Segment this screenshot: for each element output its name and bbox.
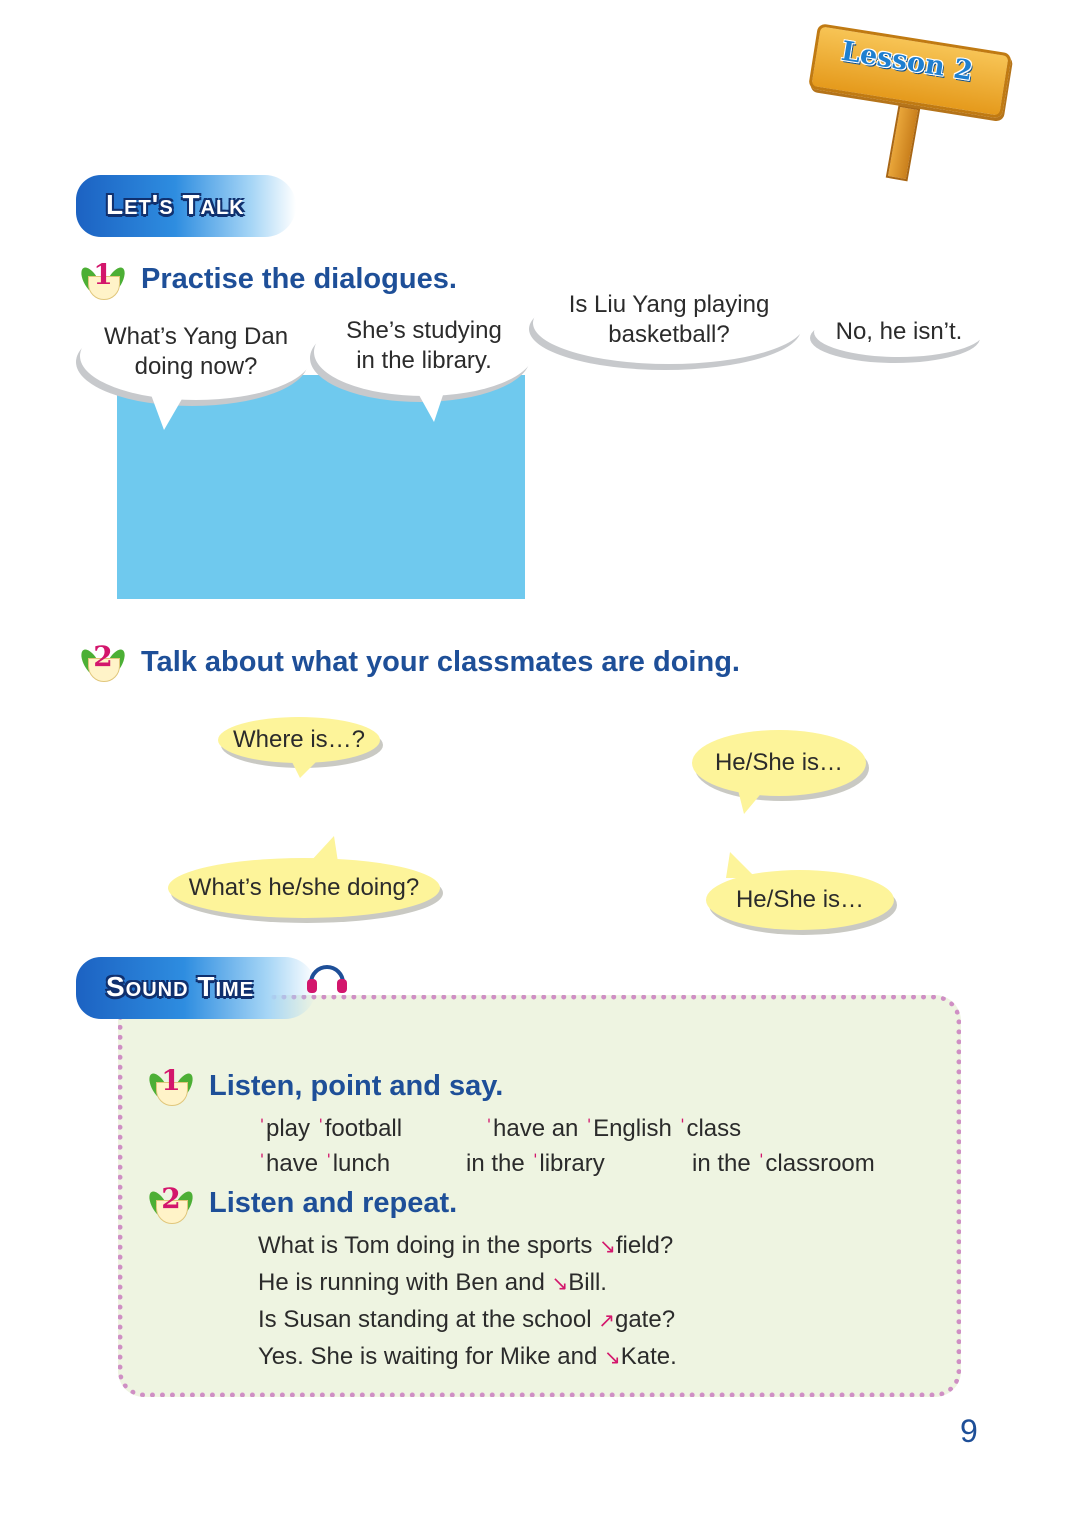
falling-arrow-icon: ↘ (599, 1236, 616, 1258)
phrase-english-class (485, 1115, 741, 1143)
repeat-line (258, 1343, 677, 1371)
stress-mark: ˈ (258, 1150, 266, 1177)
text-segment: lunch (332, 1150, 391, 1177)
text-segment: Is Susan standing at the school (258, 1306, 599, 1333)
falling-arrow-icon: ↘ (551, 1273, 569, 1295)
listen-point-say-heading: Listen, point and say. (209, 1070, 504, 1102)
bubble-line: doing now? (134, 353, 258, 380)
bubble-line: No, he isn’t. (835, 318, 963, 345)
stress-mark: ˈ (485, 1115, 493, 1142)
repeat-line (258, 1306, 675, 1334)
text-segment: library (539, 1150, 605, 1177)
lesson-title: Lesson 2 (839, 35, 975, 88)
yellow-bubble-tail (290, 758, 320, 778)
stress-mark: ˈ (757, 1150, 766, 1177)
stress-mark: ˈ (585, 1115, 594, 1142)
stress-mark: ˈ (324, 1150, 333, 1177)
text-segment: Yes. She is waiting for Mike and (258, 1343, 604, 1370)
text-segment: class (686, 1115, 742, 1142)
signpost-pole (886, 105, 921, 182)
stress-mark: ˈ (258, 1115, 266, 1142)
text-segment: football (324, 1115, 403, 1142)
yellow-bubble-he-she-2: He/She is… (706, 870, 894, 930)
text-segment: Bill. (568, 1269, 607, 1296)
bubble-line: in the library. (356, 347, 492, 374)
repeat-line (258, 1269, 607, 1297)
speech-bubble-liu-yang-question (533, 282, 805, 364)
speech-bubble-library-answer (314, 308, 534, 396)
talk-classmates-heading: Talk about what your classmates are doing. (141, 646, 740, 678)
falling-arrow-icon: ↘ (603, 1347, 621, 1369)
number-2-leaf-icon: 2 (80, 638, 126, 682)
yellow-bubble-he-she-1: He/She is… (692, 730, 866, 796)
number-1-leaf-icon: 1 (148, 1062, 194, 1106)
text-segment: in the (692, 1150, 758, 1177)
text-segment: classroom (765, 1150, 875, 1177)
listen-repeat-heading: Listen and repeat. (209, 1187, 458, 1219)
stress-mark: ˈ (316, 1115, 325, 1142)
yellow-bubble-where: Where is…? (218, 717, 380, 763)
stress-mark: ˈ (531, 1150, 540, 1177)
sound-time-label: Sound Time (106, 971, 255, 1002)
stress-mark: ˈ (678, 1115, 687, 1142)
text-segment: have (266, 1150, 325, 1177)
phrase-have-lunch (258, 1150, 390, 1178)
text-segment: Kate. (620, 1343, 677, 1370)
page-number: 9 (960, 1413, 978, 1449)
bubble-line: basketball? (608, 321, 730, 348)
text-segment: have an (493, 1115, 586, 1142)
lesson-signpost (800, 28, 1015, 158)
lets-talk-banner (76, 175, 296, 237)
lets-talk-label: Let's Talk (106, 189, 245, 220)
phrase-in-the-library (466, 1150, 605, 1178)
number-2-leaf-icon: 2 (148, 1180, 194, 1224)
practise-dialogues-heading: Practise the dialogues. (141, 263, 457, 295)
number-1-leaf-icon: 1 (80, 256, 126, 300)
sound-time-banner (76, 957, 316, 1019)
speech-bubble-yang-dan-question (80, 312, 312, 400)
text-segment: gate? (614, 1306, 676, 1333)
text-segment: in the (466, 1150, 532, 1177)
speech-bubble-no-answer (814, 307, 984, 357)
text-segment: play (266, 1115, 317, 1142)
repeat-line (258, 1232, 673, 1260)
headphones-icon (305, 953, 349, 997)
text-segment: He is running with Ben and (258, 1269, 552, 1296)
rising-arrow-icon: ↗ (598, 1310, 615, 1332)
text-segment: field? (615, 1232, 674, 1259)
bubble-line: Is Liu Yang playing (568, 291, 770, 318)
bubble-line: What’s Yang Dan (103, 323, 289, 350)
phrase-in-the-classroom (692, 1150, 875, 1178)
yellow-bubble-whats-doing: What’s he/she doing? (168, 858, 440, 918)
bubble-line: She’s studying (346, 317, 502, 344)
phrase-play-football (258, 1115, 402, 1143)
yellow-bubble-tail (738, 790, 764, 814)
text-segment: English (593, 1115, 679, 1142)
text-segment: What is Tom doing in the sports (258, 1232, 600, 1259)
